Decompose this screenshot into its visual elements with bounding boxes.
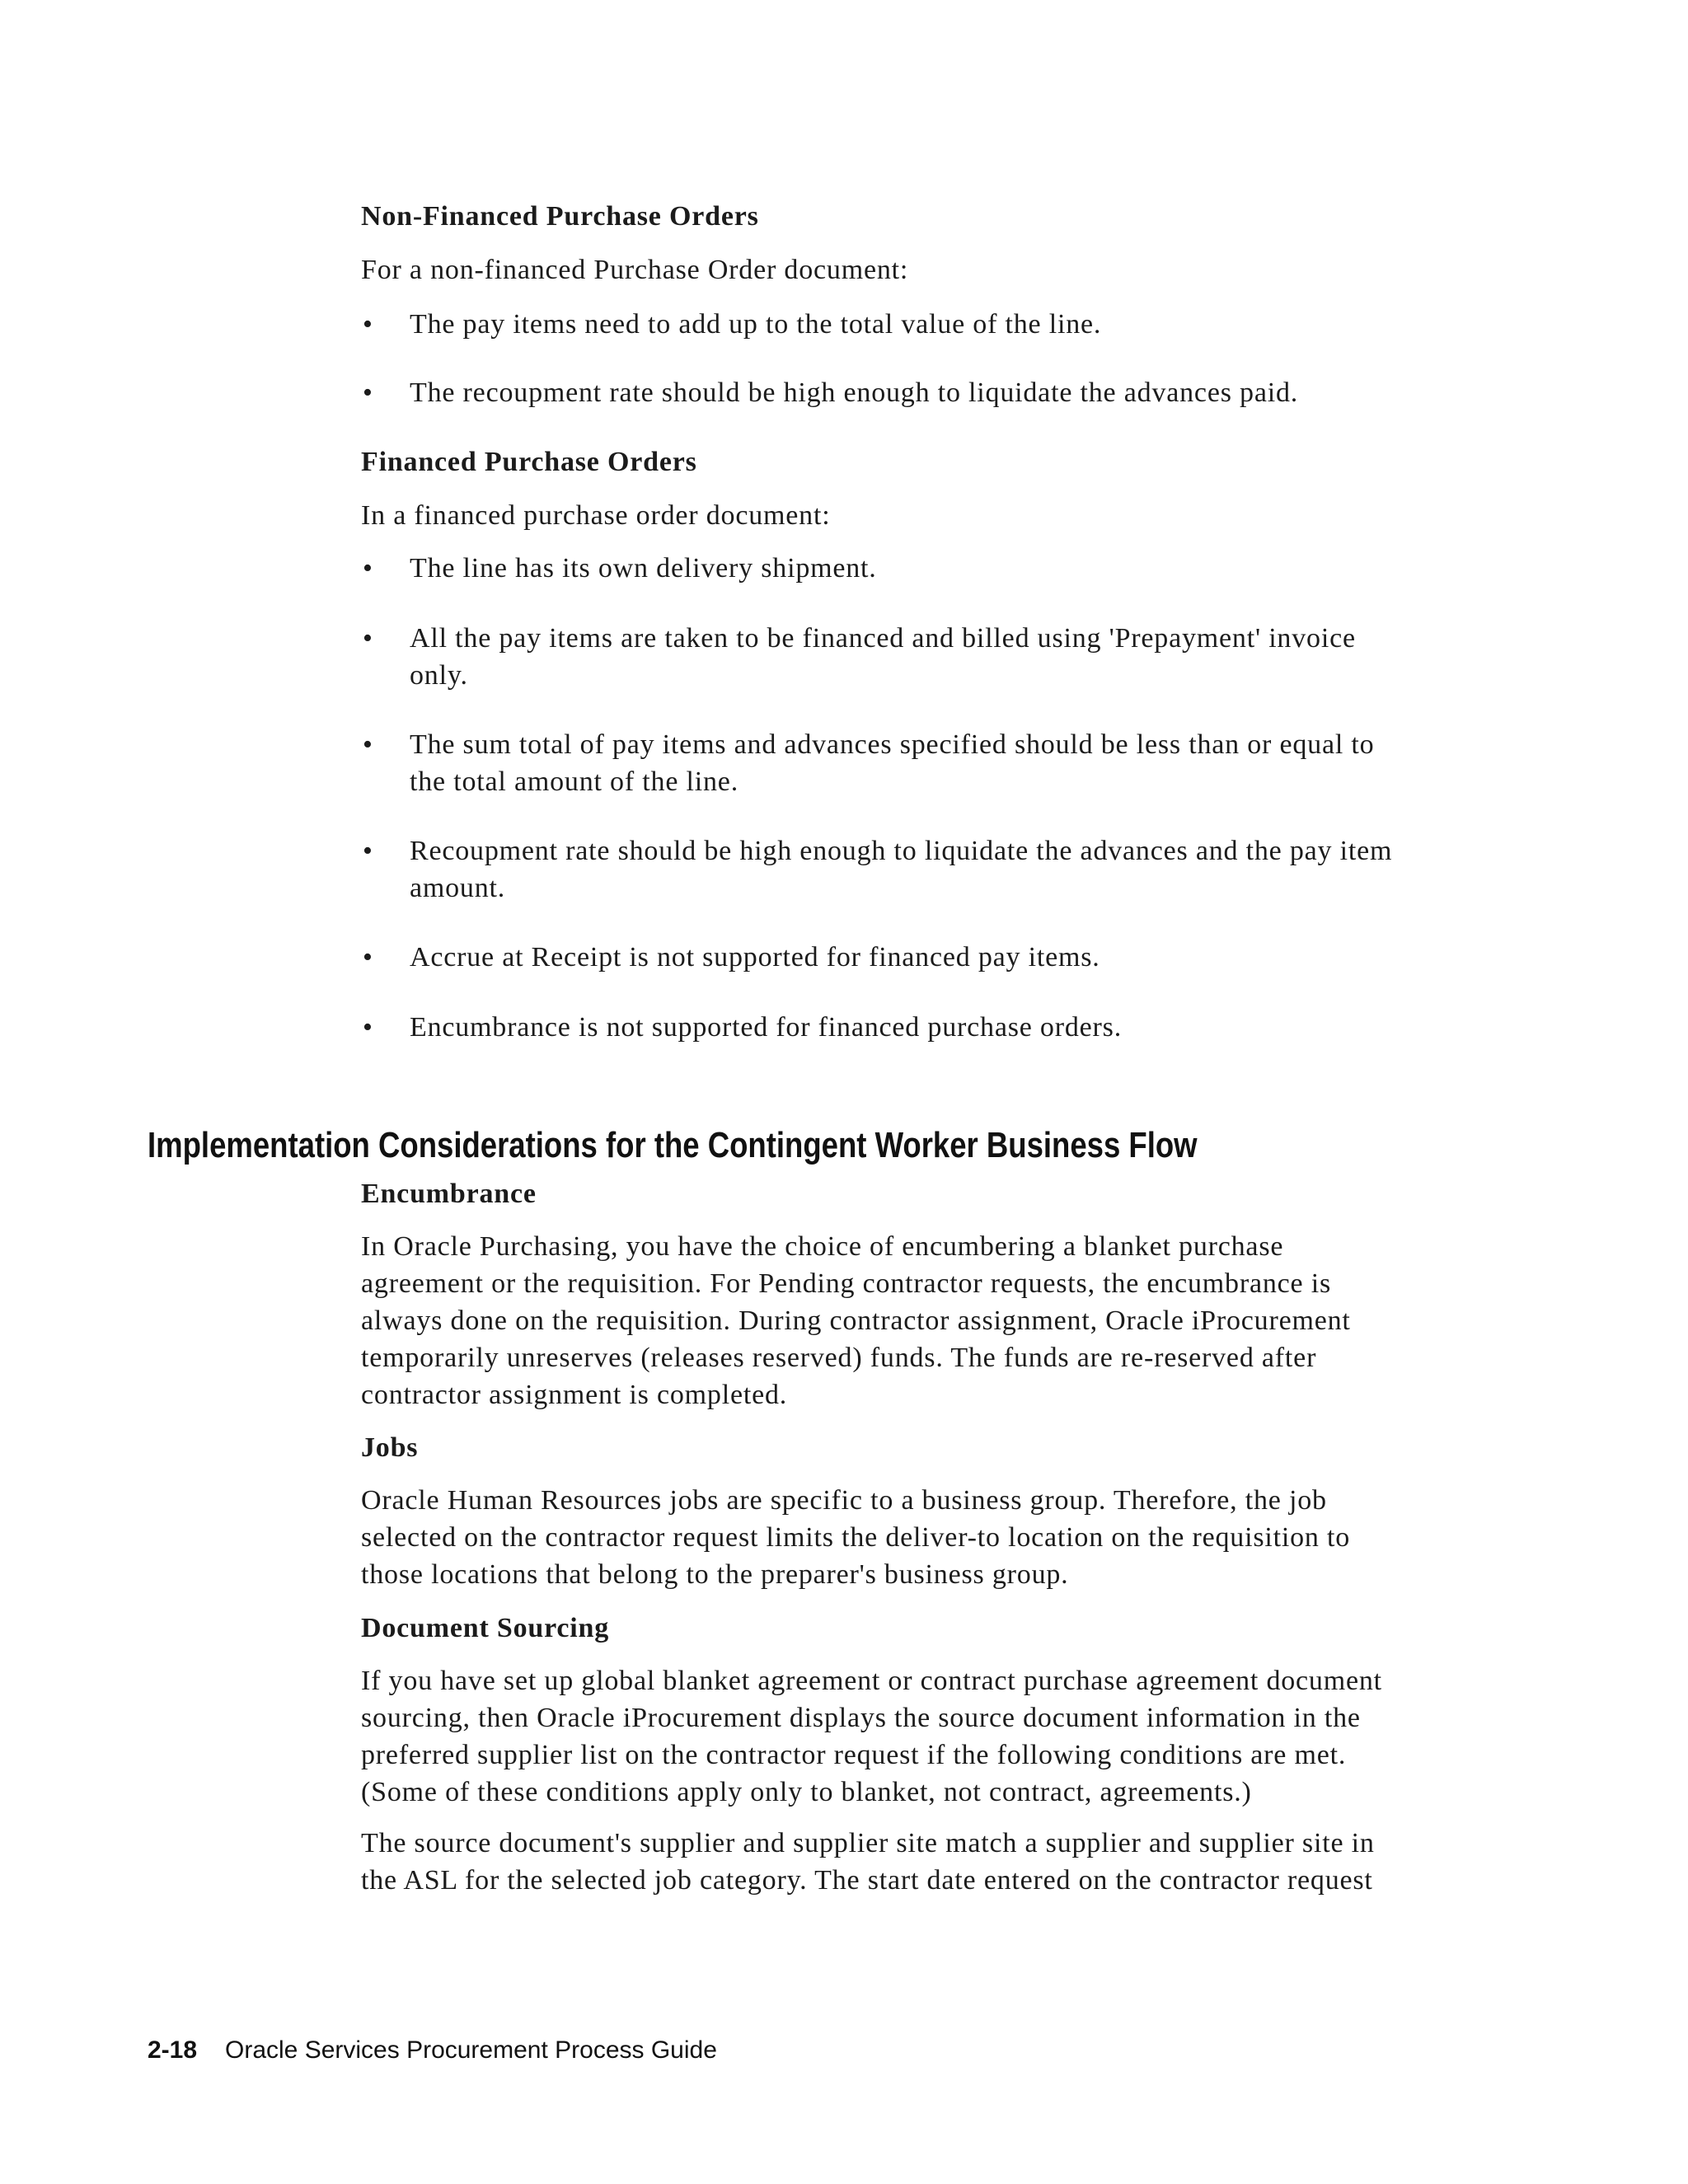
bullet-text-line: The line has its own delivery shipment. [410, 553, 877, 583]
bullet-text-line: amount. [410, 873, 506, 903]
bullet-text-line: Encumbrance is not supported for financed purchase orders. [410, 1012, 1122, 1043]
paragraph-line: contractor assignment is completed. [361, 1380, 788, 1410]
bullet-text-line: The pay items need to add up to the total value of the line. [410, 309, 1102, 340]
document-sourcing-paragraph-2 [361, 1825, 1375, 1899]
bullet-marker: • [363, 309, 373, 340]
paragraph-line: agreement or the requisition. For Pending contractor requests, the encumbrance is [361, 1268, 1332, 1299]
non-financed-heading: Non-Financed Purchase Orders [361, 201, 759, 232]
bullet-marker: • [363, 1012, 373, 1043]
financed-bullet-1 [361, 550, 877, 587]
paragraph-line: If you have set up global blanket agreement or contract purchase agreement document [361, 1666, 1382, 1696]
financed-intro: In a financed purchase order document: [361, 500, 831, 531]
financed-heading: Financed Purchase Orders [361, 447, 697, 477]
bullet-text-line: only. [410, 660, 468, 691]
paragraph-line: preferred supplier list on the contractor request if the following conditions are met. [361, 1740, 1347, 1770]
paragraph-line: In Oracle Purchasing, you have the choice of encumbering a blanket purchase [361, 1231, 1284, 1262]
financed-bullet-2 [361, 620, 1356, 694]
paragraph-line: always done on the requisition. During contractor assignment, Oracle iProcurement [361, 1305, 1351, 1336]
jobs-heading: Jobs [361, 1432, 419, 1463]
paragraph-line: the ASL for the selected job category. The start date entered on the contractor request [361, 1865, 1373, 1896]
non-financed-intro: For a non-financed Purchase Order document: [361, 255, 909, 285]
financed-bullet-6 [361, 1009, 1122, 1046]
paragraph-line: those locations that belong to the preparer's business group. [361, 1559, 1069, 1590]
paragraph-line: The source document's supplier and supplier site match a supplier and supplier site in [361, 1828, 1375, 1858]
section-title: Implementation Considerations for the Contingent Worker Business Flow [148, 1125, 1198, 1165]
encumbrance-paragraph [361, 1228, 1351, 1413]
bullet-text-line: The sum total of pay items and advances specified should be less than or equal to [410, 729, 1375, 760]
financed-bullet-4 [361, 832, 1392, 907]
book-title: Oracle Services Procurement Process Guide [225, 2036, 717, 2064]
document-sourcing-paragraph-1 [361, 1662, 1382, 1811]
bullet-marker: • [363, 377, 373, 408]
encumbrance-heading: Encumbrance [361, 1179, 537, 1209]
bullet-text-line: the total amount of the line. [410, 766, 738, 797]
non-financed-bullet-1 [361, 306, 1101, 343]
document-sourcing-heading: Document Sourcing [361, 1613, 610, 1643]
financed-bullet-5 [361, 939, 1100, 976]
bullet-marker: • [363, 553, 373, 583]
page-footer [148, 2036, 1137, 2065]
bullet-marker: • [363, 623, 373, 654]
bullet-text-line: All the pay items are taken to be financed and billed using 'Prepayment' invoice [410, 623, 1356, 654]
paragraph-line: selected on the contractor request limits the deliver-to location on the requisition to [361, 1522, 1351, 1553]
paragraph-line: Oracle Human Resources jobs are specific to a business group. Therefore, the job [361, 1485, 1327, 1516]
page-number: 2-18 [148, 2036, 198, 2064]
bullet-marker: • [363, 942, 373, 972]
non-financed-bullet-2 [361, 374, 1298, 411]
paragraph-line: (Some of these conditions apply only to blanket, not contract, agreements.) [361, 1777, 1252, 1807]
bullet-marker: • [363, 836, 373, 866]
bullet-text-line: The recoupment rate should be high enough to liquidate the advances paid. [410, 377, 1299, 408]
financed-bullet-3 [361, 726, 1374, 800]
jobs-paragraph [361, 1482, 1350, 1593]
paragraph-line: temporarily unreserves (releases reserved) funds. The funds are re-reserved after [361, 1343, 1317, 1373]
paragraph-line: sourcing, then Oracle iProcurement displays the source document information in the [361, 1703, 1361, 1733]
bullet-marker: • [363, 729, 373, 760]
bullet-text-line: Recoupment rate should be high enough to liquidate the advances and the pay item [410, 836, 1393, 866]
bullet-text-line: Accrue at Receipt is not supported for financed pay items. [410, 942, 1100, 972]
